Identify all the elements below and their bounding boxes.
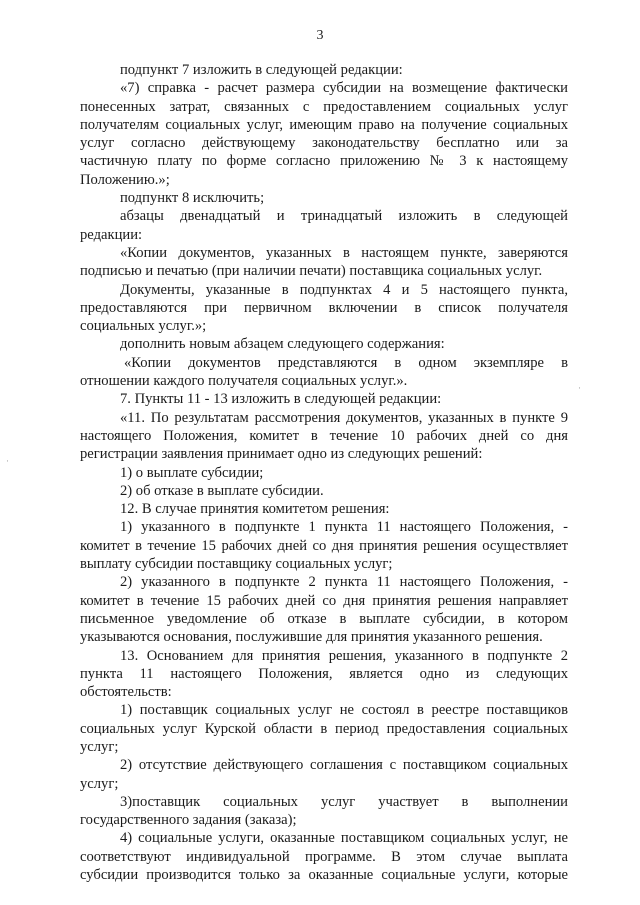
text-line: 3)поставщик социальных услуг участвует в выполнении (120, 793, 568, 810)
text-line: 13. Основанием для принятия решения, указанного в подпункте 2 (120, 647, 568, 664)
document-body (80, 61, 568, 884)
text-line: 12. В случае принятия комитетом решения: (120, 501, 390, 518)
text-line: дополнить новым абзацем следующего содержания: (120, 336, 445, 353)
text-line: 1) поставщик социальных услуг не состоял в реестре поставщиков (120, 702, 568, 719)
text-line: 2) об отказе в выплате субсидии. (120, 482, 324, 499)
text-line: подпункт 8 исключить; (120, 190, 265, 207)
text-line: «Копии документов представляются в одном экземпляре в (124, 354, 568, 371)
text-line: подписью и печатью (при наличии печати) поставщика социальных услуг. (80, 263, 543, 280)
text-line: обстоятельств: (80, 684, 172, 701)
text-line: Документы, указанные в подпунктах 4 и 5 настоящего пункта, (120, 281, 568, 298)
text-line: «11. По результатам рассмотрения документов, указанных в пункте 9 (120, 409, 568, 426)
text-line: «Копии документов, указанных в настоящем пункте, заверяются (120, 244, 568, 261)
text-line: соответствуют индивидуальной программе. В этом случае выплата (80, 848, 568, 865)
text-line: настоящего Положения, комитет в течение 10 рабочих дней со дня (80, 427, 568, 444)
text-line: комитет в течение 15 рабочих дней со дня принятия решения осуществляет (80, 537, 568, 554)
text-line: «7) справка - расчет размера субсидии на возмещение фактически (120, 80, 568, 97)
page-number: 3 (316, 28, 324, 43)
text-line: субсидии производится только за оказанные социальные услуги, которые (80, 867, 568, 884)
text-line: 2) указанного в подпункте 2 пункта 11 настоящего Положения, - (120, 574, 568, 591)
text-line: пункта 11 настоящего Положения, является одно из следующих (80, 665, 568, 682)
text-line: 2) отсутствие действующего соглашения с поставщиком социальных (120, 757, 568, 774)
text-line: абзацы двенадцатый и тринадцатый изложить в следующей (120, 208, 568, 225)
text-line: указываются основания, послужившие для принятия указанного решения. (80, 629, 543, 646)
text-line: 1) указанного в подпункте 1 пункта 11 настоящего Положения, - (120, 519, 568, 536)
text-line: 1) о выплате субсидии; (120, 464, 264, 481)
text-line: редакции: (80, 226, 143, 243)
text-line: подпункт 7 изложить в следующей редакции: (120, 62, 403, 78)
text-line: выплату субсидии поставщику социальных услуг; (80, 556, 393, 573)
text-line: отношении каждого получателя социальных услуг.». (80, 373, 408, 390)
text-line: Положению.»; (80, 171, 170, 188)
text-line: социальных услуг.»; (80, 318, 207, 335)
text-line: услуг согласно действующему законодательству бесплатно или за (80, 135, 568, 152)
text-line: понесенных затрат, связанных с предоставлением социальных услуг (80, 98, 568, 115)
text-line: предоставляются при первичном включении в список получателя (80, 299, 568, 316)
text-line: государственного задания (заказа); (80, 812, 297, 829)
text-line: 4) социальные услуги, оказанные поставщиком социальных услуг, не (120, 830, 568, 847)
text-line: частичную плату по форме согласно приложению № 3 к настоящему (80, 153, 568, 170)
text-line: комитет в течение 15 рабочих дней со дня принятия решения направляет (80, 592, 568, 609)
margin-mark: · (6, 456, 9, 466)
text-line: получателям социальных услуг, имеющим право на получение социальных (80, 116, 568, 133)
text-line: услуг; (80, 775, 119, 792)
margin-mark: · (578, 383, 581, 393)
text-line: регистрации заявления принимает одно из следующих решений: (80, 446, 483, 463)
text-line: 7. Пункты 11 - 13 изложить в следующей редакции: (120, 391, 442, 408)
text-line: письменное уведомление об отказе в выплате субсидии, в котором (80, 610, 568, 627)
text-line: социальных услуг Курской области в период предоставления социальных (80, 720, 568, 737)
text-line: услуг; (80, 738, 119, 755)
